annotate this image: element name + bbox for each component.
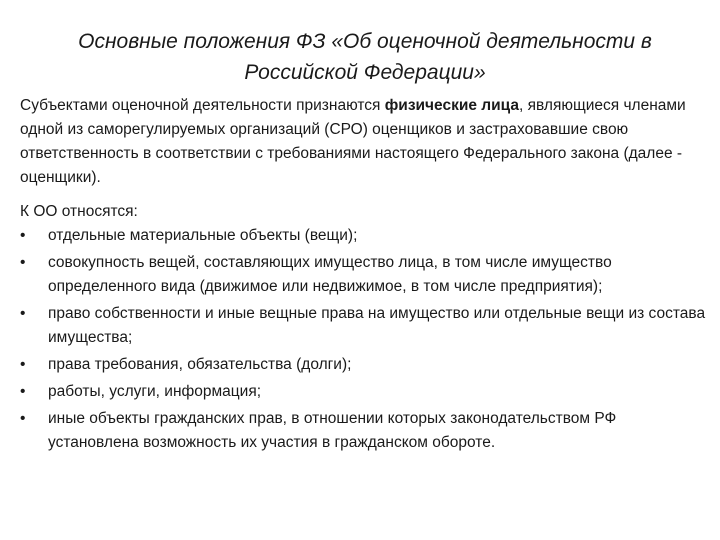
- bullet-icon: •: [20, 356, 26, 373]
- bullet-icon: •: [20, 410, 26, 427]
- list-item-text: иные объекты гражданских прав, в отношении которых законодательством РФ установлена возможность их участия в гражданском обороте.: [48, 410, 617, 451]
- list-item: [20, 407, 710, 455]
- intro-text-before: Субъектами оценочной деятельности признаются: [20, 97, 385, 114]
- bullet-icon: •: [20, 227, 26, 244]
- slide-body: [20, 94, 710, 458]
- list-item: [20, 224, 710, 248]
- list-item-text: право собственности и иные вещные права на имущество или отдельные вещи из состава имущества;: [48, 305, 706, 346]
- list-item: [20, 353, 710, 377]
- list-item-text: совокупность вещей, составляющих имущество лица, в том числе имущество определенного вида (движимое или недвижимое, в том числе предприятия);: [48, 254, 612, 295]
- intro-paragraph: [20, 94, 710, 190]
- bullet-icon: •: [20, 305, 26, 322]
- list-heading: К ОО относятся:: [20, 203, 138, 220]
- bullet-list: [20, 224, 710, 455]
- bullet-icon: •: [20, 383, 26, 400]
- intro-bold-term: физические лица: [384, 97, 520, 114]
- list-item: [20, 302, 710, 350]
- list-item: [20, 380, 710, 404]
- intro-text-after: , являющиеся членами одной из саморегулируемых организаций (СРО) оценщиков и застраховавшие свою ответственность в соответствии с требованиями настоящего Федерального закона (далее - оценщики).: [20, 97, 686, 186]
- slide-title: Основные положения ФЗ «Об оценочной деятельности в Российской Федерации»: [78, 30, 652, 84]
- list-item-text: отдельные материальные объекты (вещи);: [48, 227, 358, 244]
- list-item: [20, 251, 710, 299]
- bullet-icon: •: [20, 254, 26, 271]
- list-item-text: работы, услуги, информация;: [48, 383, 262, 400]
- list-item-text: права требования, обязательства (долги);: [48, 356, 352, 373]
